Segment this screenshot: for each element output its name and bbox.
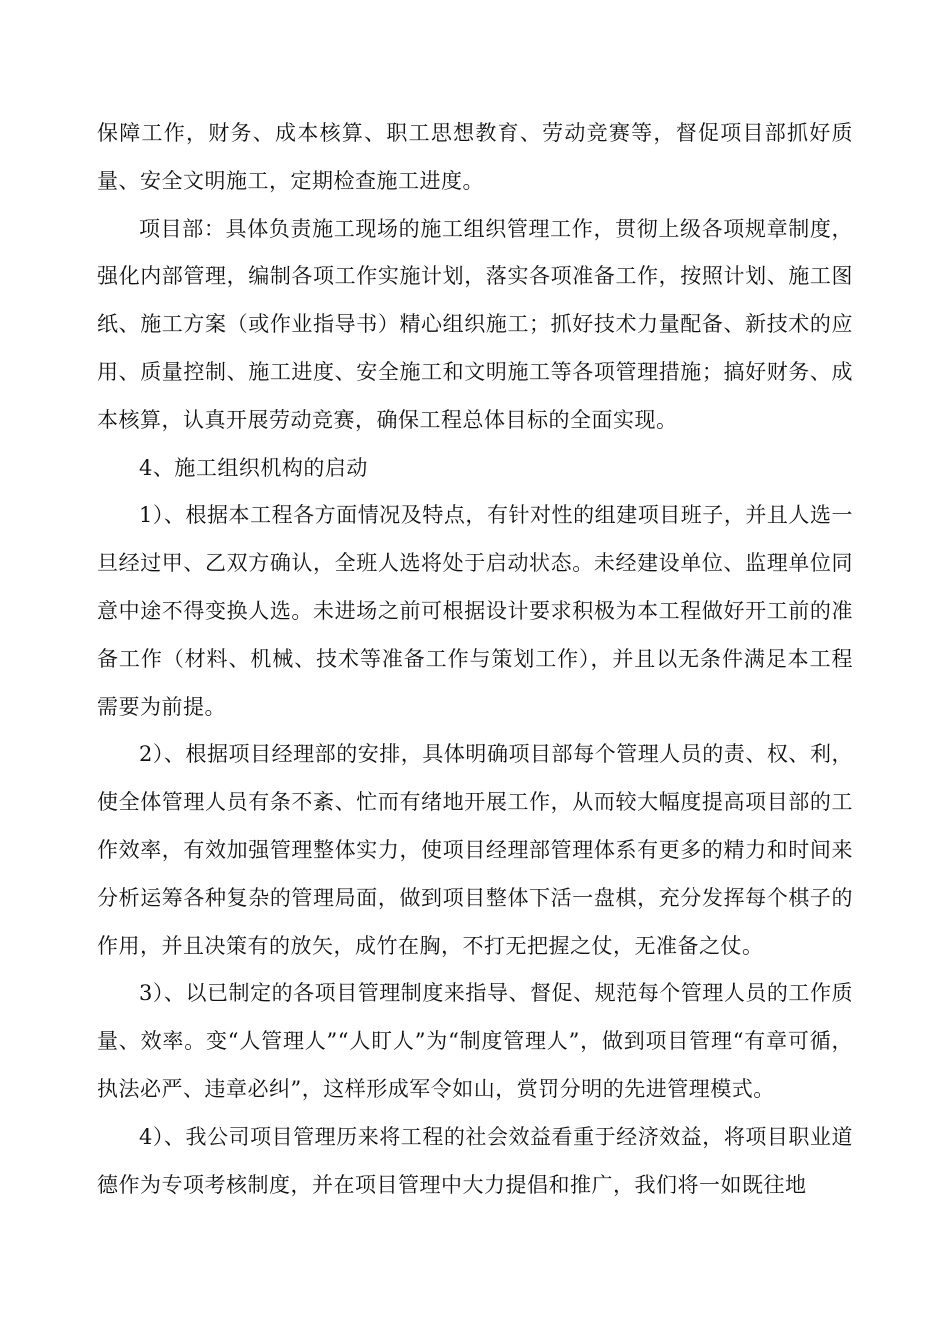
paragraph-item-3: 3）、以已制定的各项目管理制度来指导、督促、规范每个管理人员的工作质量、效率。变“人管理人”“人盯人”为“制度管理人”，做到项目管理“有章可循，执法必严、违章必纠”，这样形成军令如山，赏罚分明的先进管理模式。 — [97, 981, 853, 1101]
section-heading: 4、施工组织机构的启动 — [139, 455, 368, 480]
paragraph-item-2: 2）、根据项目经理部的安排，具体明确项目部每个管理人员的责、权、利，使全体管理人员有条不紊、忙而有绪地开展工作，从而较大幅度提高项目部的工作效率，有效加强管理整体实力，使项目经理部管理体系有更多的精力和时间来分析运筹各种复杂的管理局面，做到项目整体下活一盘棋，充分发挥每个棋子的作用，并且决策有的放矢，成竹在胸，不打无把握之仗，无准备之仗。 — [97, 742, 853, 958]
document-page — [97, 110, 853, 1209]
paragraph-project-department: 项目部：具体负责施工现场的施工组织管理工作，贯彻上级各项规章制度，强化内部管理，编制各项工作实施计划，落实各项准备工作，按照计划、施工图纸、施工方案（或作业指导书）精心组织施工；抓好技术力量配备、新技术的应用、质量控制、施工进度、安全施工和文明施工等各项管理措施；搞好财务、成本核算，认真开展劳动竞赛，确保工程总体目标的全面实现。 — [97, 216, 853, 432]
paragraph-item-4: 4）、我公司项目管理历来将工程的社会效益看重于经济效益，将项目职业道德作为专项考核制度，并在项目管理中大力提倡和推广，我们将一如既往地 — [97, 1124, 853, 1197]
paragraph-item-1: 1）、根据本工程各方面情况及特点，有针对性的组建项目班子，并且人选一旦经过甲、乙双方确认，全班人选将处于启动状态。未经建设单位、监理单位同意中途不得变换人选。未进场之前可根据设计要求积极为本工程做好开工前的准备工作（材料、机械、技术等准备工作与策划工作），并且以无条件满足本工程需要为前提。 — [97, 503, 853, 719]
paragraph-continuation: 保障工作，财务、成本核算、职工思想教育、劳动竞赛等，督促项目部抓好质量、安全文明施工，定期检查施工进度。 — [97, 121, 853, 193]
